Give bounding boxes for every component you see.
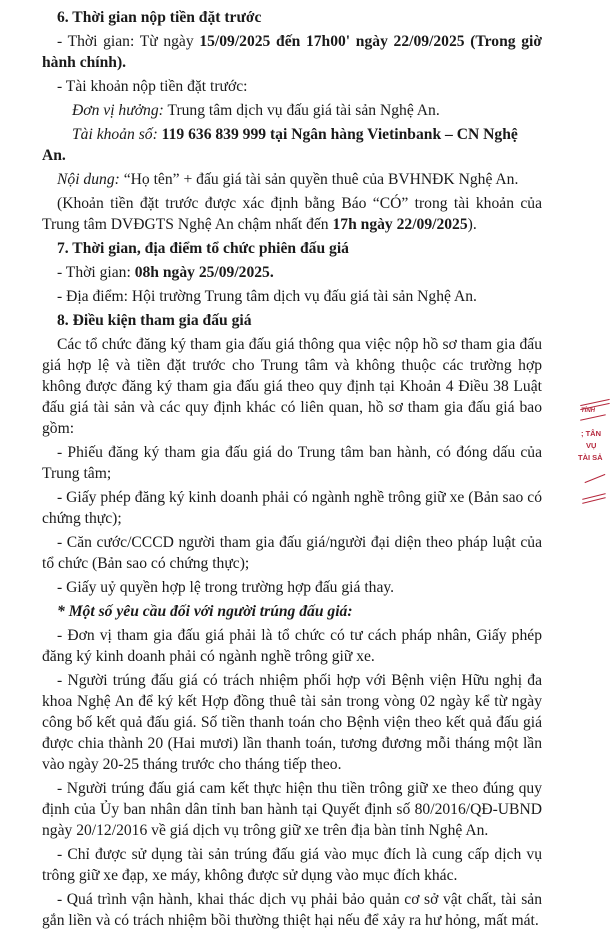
deposit-note-text: (Khoản tiền đặt trước được xác định bằng Báo “CÓ” trong tài khoản của Trung tâm DVĐGTS Nghệ An chậm nhất đến bbox=[42, 195, 542, 233]
seal-text: TỈNH bbox=[581, 408, 595, 414]
auction-time bbox=[42, 262, 542, 283]
transfer-content-row bbox=[42, 169, 542, 190]
winner-requirement-item: - Người trúng đấu giá có trách nhiệm phối hợp với Bệnh viện Hữu nghị đa khoa Nghệ An để ký kết Hợp đồng thuê tài sản trong vòng 02 ngày kể từ ngày công bố kết quả đấu giá. Số tiền thanh toán cho Bệnh viện theo kết quả đấu giá được chia thành 20 (Hai mươi) lần thanh toán, tương đương mỗi tháng một lần vào ngày 20-25 tháng trước cho tháng tiếp theo. bbox=[42, 672, 542, 773]
transfer-content-value: “Họ tên” + đấu giá tài sản quyền thuê của BVHNĐK Nghệ An. bbox=[123, 171, 519, 188]
section-6-heading: 6. Thời gian nộp tiền đặt trước bbox=[57, 9, 262, 26]
transfer-content-label: Nội dung: bbox=[57, 171, 120, 188]
seal-text: VỤ bbox=[586, 441, 597, 450]
auction-location: - Địa điểm: Hội trường Trung tâm dịch vụ đấu giá tài sản Nghệ An. bbox=[57, 288, 477, 305]
deposit-note-deadline: 17h ngày 22/09/2025 bbox=[332, 216, 468, 233]
auction-time-value: 08h ngày 25/09/2025. bbox=[134, 264, 274, 281]
official-seal-stamp bbox=[578, 398, 613, 508]
deposit-time-prefix: - Thời gian: Từ ngày bbox=[57, 33, 200, 50]
winner-requirement-item: - Người trúng đấu giá cam kết thực hiện thu tiền trông giữ xe theo đúng quy định của Ủy ban nhân dân tỉnh ban hành tại Quyết định số 80/2016/QĐ-UBND ngày 20/12/2016 về giá dịch vụ trông giữ xe trên địa bàn tỉnh Nghệ An. bbox=[42, 780, 542, 839]
seal-text: TÀI SẢ bbox=[578, 453, 603, 462]
required-document-item: - Giấy uỷ quyền hợp lệ trong trường hợp đấu giá thay. bbox=[57, 579, 395, 596]
required-document-item: - Căn cước/CCCD người tham gia đấu giá/người đại diện theo pháp luật của tổ chức (Bản sao có chứng thực); bbox=[42, 534, 542, 572]
beneficiary-row bbox=[42, 100, 542, 121]
winner-requirements-heading: * Một số yêu cầu đối với người trúng đấu giá: bbox=[57, 603, 353, 620]
seal-arc-line bbox=[585, 474, 606, 483]
section-8-heading: 8. Điều kiện tham gia đấu giá bbox=[57, 312, 252, 329]
eligibility-intro: Các tổ chức đăng ký tham gia đấu giá thông qua việc nộp hồ sơ tham gia đấu giá hợp lệ và tiền đặt trước cho Trung tâm và không thuộc các trường hợp không được đăng ký tham gia đấu giá theo quy định tại Khoản 4 Điều 38 Luật đấu giá tài sản và các quy định khác có liên quan, hồ sơ tham gia đấu giá bao gồm: bbox=[42, 336, 542, 437]
winner-requirement-item: - Đơn vị tham gia đấu giá phải là tổ chức có tư cách pháp nhân, Giấy phép đăng ký kinh doanh phải có ngành nghề trông giữ xe. bbox=[42, 627, 542, 665]
auction-time-prefix: - Thời gian: bbox=[57, 264, 135, 281]
section-7-heading: 7. Thời gian, địa điểm tổ chức phiên đấu giá bbox=[57, 240, 349, 257]
deposit-account-intro: - Tài khoản nộp tiền đặt trước: bbox=[57, 78, 248, 95]
deposit-time-start: 15/09/2025 bbox=[199, 33, 271, 50]
deposit-note-end: ). bbox=[467, 216, 477, 233]
winner-requirement-item: - Chỉ được sử dụng tài sản trúng đấu giá vào mục đích là cung cấp dịch vụ trông giữ xe đạp, xe máy, không được sử dụng vào mục đích khác. bbox=[42, 846, 542, 884]
account-number-value: 119 636 839 999 tại Ngân hàng Vietinbank – CN Nghệ An. bbox=[42, 126, 518, 164]
beneficiary-value: Trung tâm dịch vụ đấu giá tài sản Nghệ An. bbox=[167, 102, 440, 119]
account-number-row bbox=[42, 124, 542, 166]
account-number-label: Tài khoản số: bbox=[72, 126, 158, 143]
beneficiary-label: Đơn vị hưởng: bbox=[72, 102, 164, 119]
required-document-item: - Phiếu đăng ký tham gia đấu giá do Trung tâm ban hành, có đóng dấu của Trung tâm; bbox=[42, 444, 542, 482]
deposit-time bbox=[42, 31, 542, 73]
seal-text: ; TÂN bbox=[581, 429, 601, 438]
deposit-note bbox=[42, 193, 542, 235]
document-page bbox=[42, 5, 542, 931]
required-document-item: - Giấy phép đăng ký kinh doanh phải có ngành nghề trông giữ xe (Bản sao có chứng thực); bbox=[42, 489, 542, 527]
deposit-time-end: đến 17h00' ngày 22/09/2025 (Trong giờ hành chính). bbox=[42, 33, 542, 71]
winner-requirement-item: - Quá trình vận hành, khai thác dịch vụ phải bảo quản cơ sở vật chất, tài sản gắn liền và có trách nhiệm bồi thường thiệt hại nếu để xảy ra hư hỏng, mất mát. bbox=[42, 891, 542, 929]
